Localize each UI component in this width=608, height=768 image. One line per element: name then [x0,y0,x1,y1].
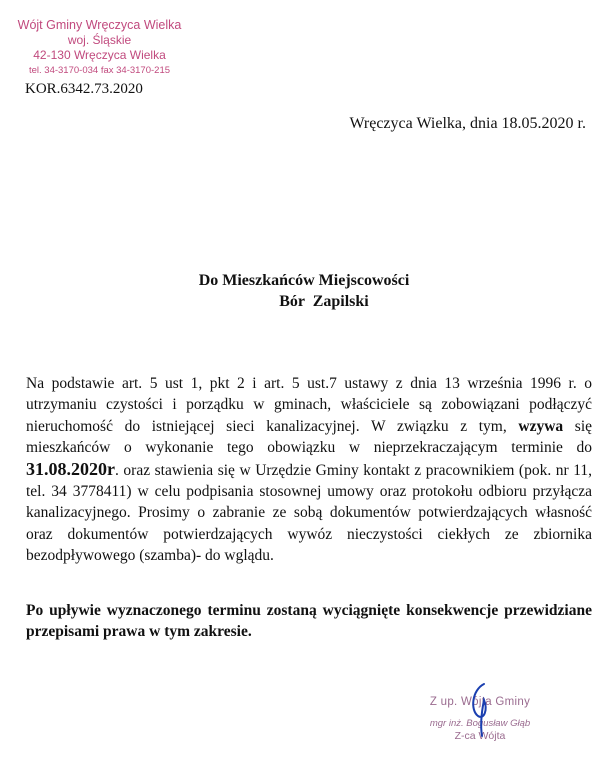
recipient-line-2: Bór Zapilski [279,293,369,310]
body-text-3: . oraz stawienia się w Urzędzie Gminy kontakt z pracownikiem (pok. nr 11, tel. 34 3778411) w celu podpisania stosownej umowy oraz protokołu odbioru przyłącza kanalizacyjnego. Prosimy o zabranie ze sobą dokumentów potwierdzających własność oraz dokumentów potwierdzających wywóz nieczystości ciekłych ze zbiornika bezodpływowego (szamba)- do wglądu. [26,461,592,565]
letter-body [26,373,592,567]
body-text-2: się mieszkańców o wykonanie tego obowiązku w nieprzekraczającym terminie do [26,417,593,457]
signature-line-name: mgr inż. Bogusław Głąb [429,718,531,729]
stamp-line-phone: tel. 34-3170-034 fax 34-3170-215 [28,65,171,76]
signature-line-authority: Z up. Wójta Gminy [429,696,531,708]
stamp-line-region: woj. Śląskie [67,33,132,47]
place-date: Wręczyca Wielka, dnia 18.05.2020 r. [349,115,586,132]
body-text-1: Na podstawie art. 5 ust 1, pkt 2 i art. 5 ust.7 ustawy z dnia 13 września 1996 r. o utrzymaniu czystości i porządku w gminach, właściciele są zobowiązani podłączyć nieruchomość do istniejącej sieci kanalizacyjnej. W związku z tym, [26,375,592,435]
office-stamp [12,18,187,78]
deadline-date: 31.08.2020r [26,458,115,479]
closing-notice: Po upływie wyznaczonego terminu zostaną wyciągnięte konsekwencje przewidziane przepisami prawa w tym zakresie. [26,602,592,641]
recipient-heading [0,270,608,312]
signature-line-title: Z-ca Wójta [454,730,506,742]
stamp-line-office: Wójt Gminy Wręczyca Wielka [17,18,182,32]
reference-number: KOR.6342.73.2020 [25,81,143,97]
stamp-line-address: 42-130 Wręczyca Wielka [33,48,166,62]
handwritten-signature-icon [462,680,502,740]
recipient-line-1: Do Mieszkańców Miejscowości [198,272,410,289]
body-bold-word: wzywa [518,417,564,435]
